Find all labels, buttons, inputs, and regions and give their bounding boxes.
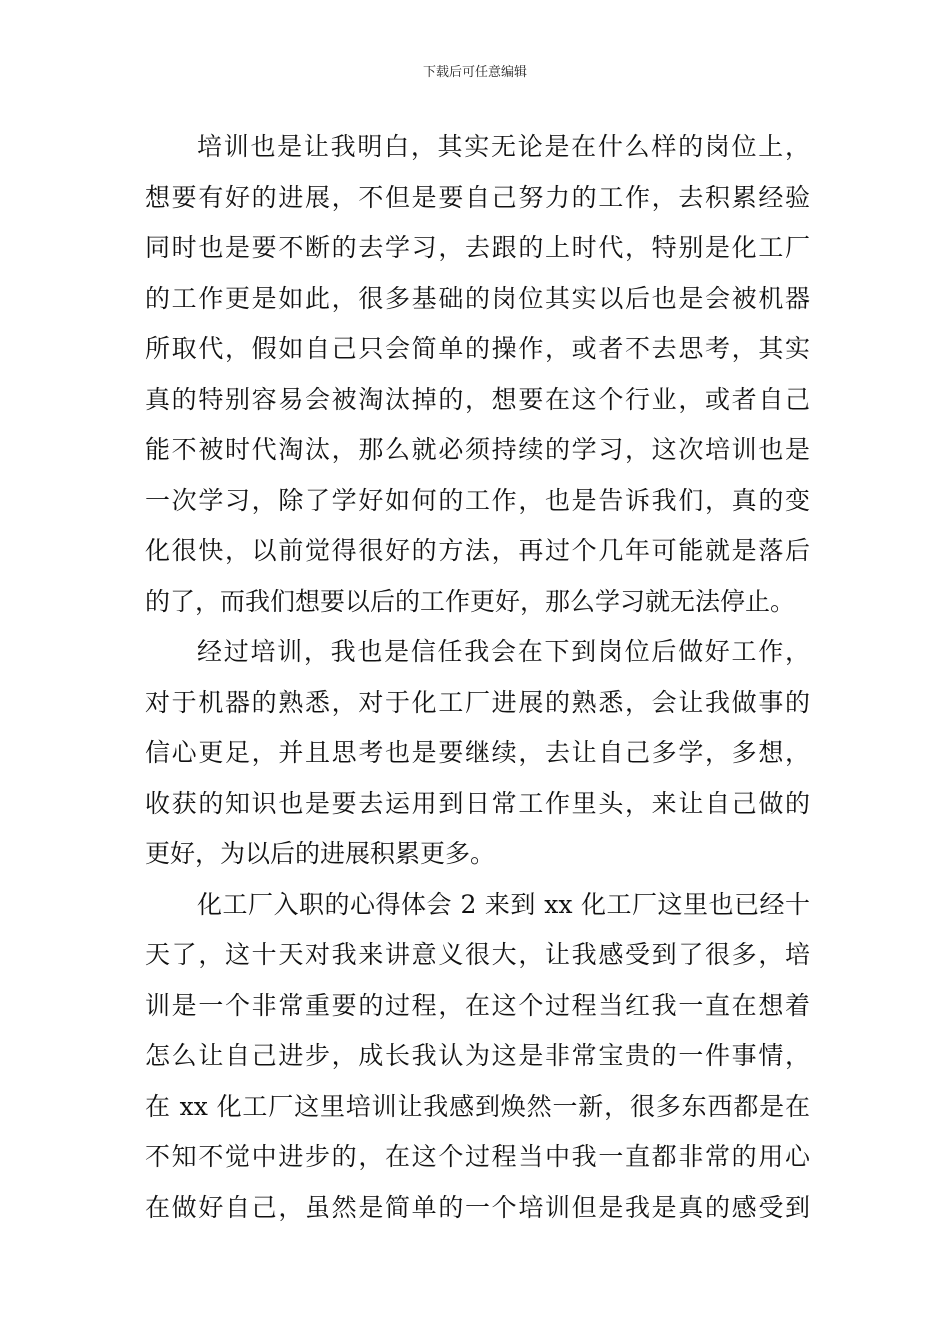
text-line: 不知不觉中进步的，在这个过程当中我一直都非常的用心: [145, 1142, 810, 1171]
text-line: 能不被时代淘汰，那么就必须持续的学习，这次培训也是: [145, 435, 810, 464]
text-line: 经过培训，我也是信任我会在下到岗位后做好工作，: [197, 637, 810, 666]
text-line: 更好，为以后的进展积累更多。: [145, 839, 496, 868]
text-line: 化很快，以前觉得很好的方法，再过个几年可能就是落后: [145, 536, 810, 565]
text-line: 对于机器的熟悉，对于化工厂进展的熟悉，会让我做事的: [145, 687, 810, 717]
text-line: 真的特别容易会被淘汰掉的，想要在这个行业，或者自己: [145, 384, 810, 414]
paragraph-1: [145, 122, 810, 627]
document-body: [145, 122, 810, 1233]
text-line: 怎么让自己进步，成长我认为这是非常宝贵的一件事情，: [145, 1041, 810, 1070]
text-line: 的了，而我们想要以后的工作更好，那么学习就无法停止。: [145, 586, 796, 616]
text-line: 同时也是要不断的去学习，去跟的上时代，特别是化工厂: [145, 233, 810, 262]
text-line: 在做好自己，虽然是简单的一个培训但是我是真的感受到: [145, 1192, 810, 1222]
text-line: 信心更足，并且思考也是要继续，去让自己多学，多想，: [145, 738, 810, 767]
text-line: 天了，这十天对我来讲意义很大，让我感受到了很多，培: [145, 940, 810, 969]
text-line: 的工作更是如此，很多基础的岗位其实以后也是会被机器: [145, 283, 810, 313]
page-header: 下载后可任意编辑: [422, 65, 527, 80]
paragraph-2: [145, 627, 810, 880]
text-line: 在 xx 化工厂这里培训让我感到焕然一新，很多东西都是在: [145, 1091, 810, 1121]
text-line: 所取代，假如自己只会简单的操作，或者不去思考，其实: [145, 334, 810, 363]
text-line: 收获的知识也是要去运用到日常工作里头，来让自己做的: [145, 788, 810, 818]
text-line: 一次学习，除了学好如何的工作，也是告诉我们，真的变: [145, 485, 810, 515]
text-line: 化工厂入职的心得体会 2 来到 xx 化工厂这里也已经十: [197, 889, 810, 919]
paragraph-3: [145, 880, 810, 1234]
text-line: 训是一个非常重要的过程，在这个过程当红我一直在想着: [145, 990, 810, 1020]
text-line: 想要有好的进展，不但是要自己努力的工作，去积累经验: [145, 182, 810, 212]
text-line: 培训也是让我明白，其实无论是在什么样的岗位上，: [197, 132, 810, 161]
